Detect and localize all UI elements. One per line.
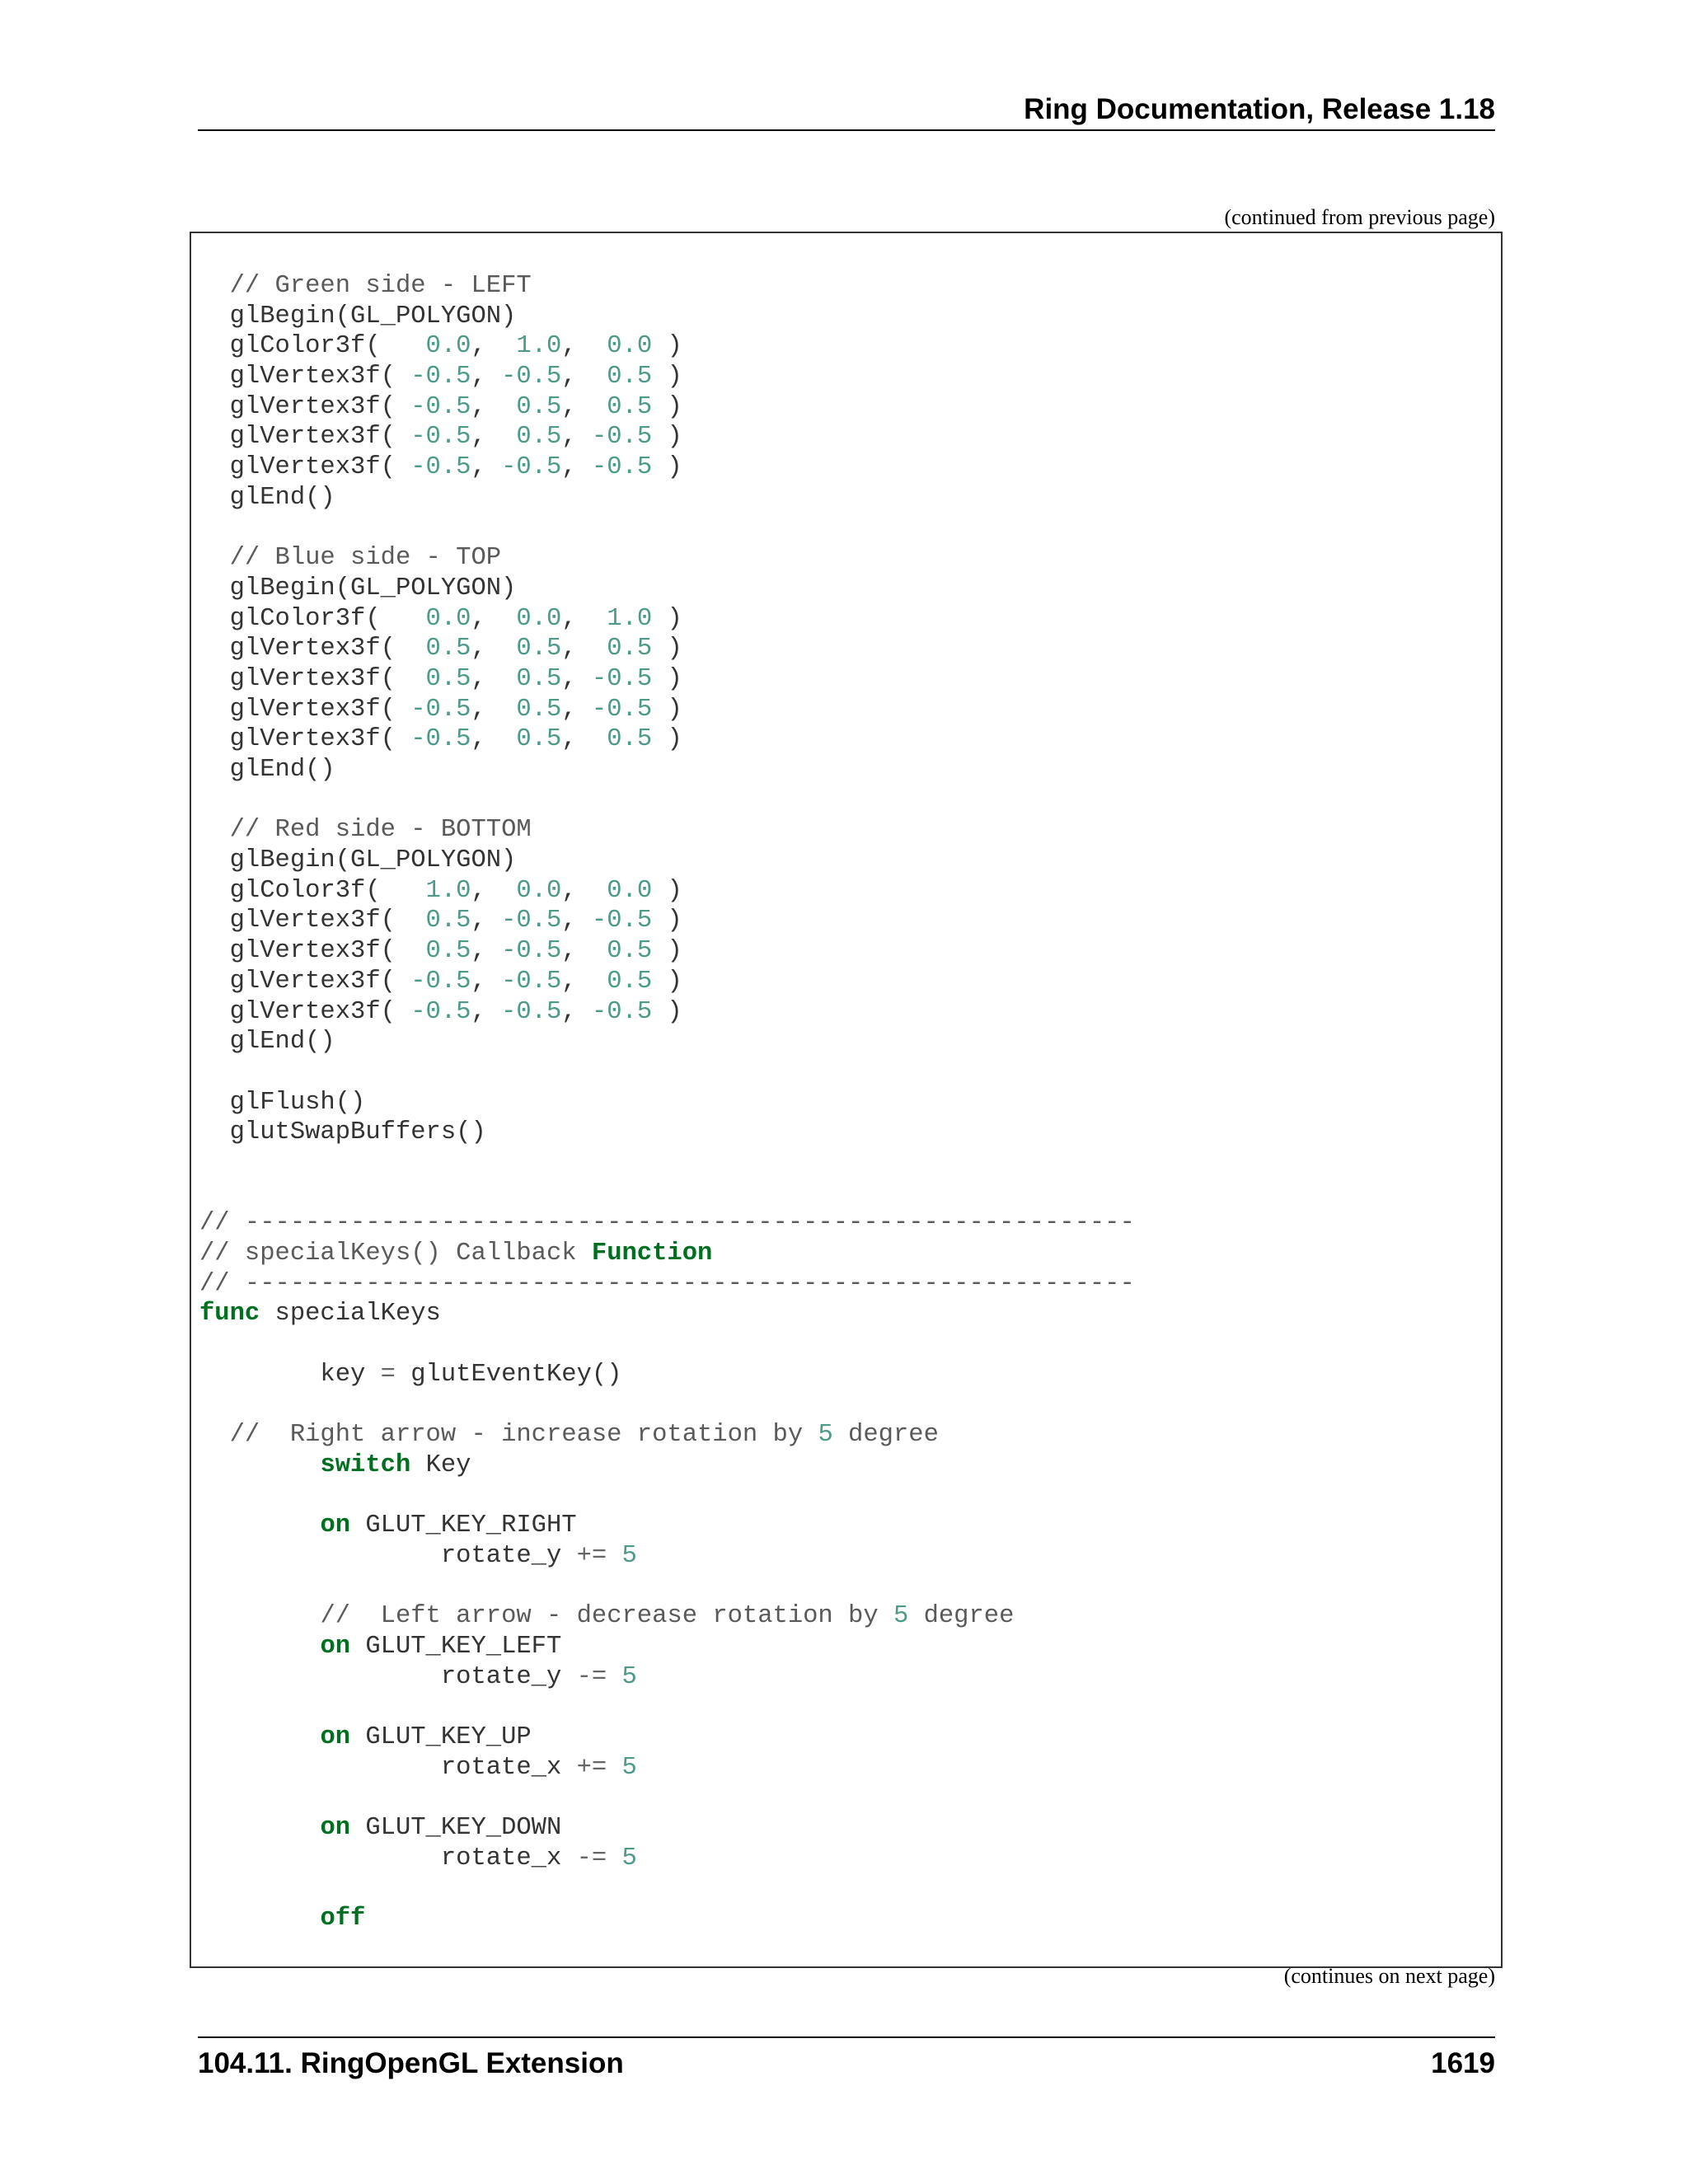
code-line <box>199 936 1135 967</box>
code-keyword: off <box>320 1905 366 1933</box>
code-line <box>199 815 1135 846</box>
code-text: , <box>471 604 517 633</box>
code-number: -0.5 <box>501 997 562 1026</box>
code-number: -0.5 <box>410 997 471 1026</box>
code-number: -0.5 <box>410 453 471 482</box>
code-operator: += <box>576 1541 607 1570</box>
code-text: glColor3f( <box>199 604 426 633</box>
code-text: GLUT_KEY_UP <box>350 1723 532 1751</box>
code-text: glEnd() <box>199 1028 335 1057</box>
code-text <box>199 1723 320 1751</box>
code-line <box>199 1360 1135 1390</box>
code-line <box>199 876 1135 907</box>
code-number: 0.5 <box>607 363 653 391</box>
code-text: , <box>561 937 607 966</box>
code-line <box>199 967 1135 997</box>
code-number: -0.5 <box>501 453 562 482</box>
page-header-title: Ring Documentation, Release 1.18 <box>1024 93 1495 125</box>
code-text: rotate_y <box>199 1662 577 1691</box>
code-text: , <box>471 725 517 754</box>
code-line <box>199 1208 1135 1239</box>
code-line <box>199 271 1135 302</box>
code-text: ) <box>652 604 682 633</box>
code-number: -0.5 <box>410 695 471 724</box>
code-text: glVertex3f( <box>199 907 426 935</box>
code-text: GLUT_KEY_RIGHT <box>350 1511 577 1540</box>
code-line <box>199 422 1135 452</box>
code-text: ) <box>652 907 682 935</box>
code-listing <box>199 271 1135 1934</box>
code-text: , <box>561 423 592 452</box>
code-text: glutSwapBuffers() <box>199 1118 486 1147</box>
code-line <box>199 1632 1135 1662</box>
code-line <box>199 1662 1135 1693</box>
code-text: rotate_x <box>199 1753 577 1782</box>
code-number: 5 <box>621 1541 637 1570</box>
code-text: , <box>561 332 607 361</box>
code-text: , <box>561 635 607 663</box>
code-line <box>199 785 1135 816</box>
code-text <box>607 1542 621 1570</box>
code-comment: degree <box>908 1602 1015 1631</box>
code-text: , <box>561 392 607 421</box>
code-number: 0.5 <box>516 392 562 421</box>
code-text: glVertex3f( <box>199 725 411 754</box>
code-text: glVertex3f( <box>199 363 411 391</box>
code-text: ) <box>652 363 682 391</box>
code-line <box>199 755 1135 785</box>
code-line <box>199 1451 1135 1481</box>
code-number: 0.5 <box>607 635 653 663</box>
code-operator: = <box>380 1360 396 1389</box>
code-text <box>199 816 230 844</box>
code-text <box>199 1905 320 1933</box>
code-text: , <box>561 725 607 754</box>
code-number: -0.5 <box>501 363 562 391</box>
code-number: 0.0 <box>425 604 471 633</box>
code-keyword: on <box>320 1632 351 1661</box>
code-text: , <box>561 907 592 935</box>
code-line <box>199 1329 1135 1360</box>
code-text: , <box>471 392 517 421</box>
code-text: , <box>561 967 607 996</box>
footer-divider <box>198 2036 1495 2038</box>
code-number: -0.5 <box>501 907 562 935</box>
code-line <box>199 604 1135 635</box>
code-text: glVertex3f( <box>199 392 411 421</box>
code-line <box>199 302 1135 332</box>
code-line <box>199 1753 1135 1783</box>
code-text <box>199 544 230 572</box>
code-number: 1.0 <box>425 876 471 905</box>
code-text: , <box>561 664 592 693</box>
code-number: 0.5 <box>516 725 562 754</box>
code-line <box>199 1904 1135 1934</box>
code-number: -0.5 <box>591 997 653 1026</box>
code-number: 0.5 <box>425 664 471 693</box>
code-text <box>607 1663 621 1691</box>
code-text: , <box>561 453 592 482</box>
code-line <box>199 1027 1135 1057</box>
code-text: glColor3f( <box>199 876 426 905</box>
code-comment: // Red side - BOTTOM <box>229 816 532 845</box>
code-number: 0.5 <box>425 907 471 935</box>
code-line <box>199 452 1135 483</box>
code-comment: // specialKeys() Callback <box>199 1240 592 1268</box>
code-text: , <box>471 937 502 966</box>
code-text: , <box>471 997 502 1026</box>
code-text: , <box>561 363 607 391</box>
code-line <box>199 846 1135 876</box>
code-number: -0.5 <box>410 725 471 754</box>
code-number: 0.0 <box>425 332 471 361</box>
code-text: , <box>561 997 592 1026</box>
code-line <box>199 574 1135 604</box>
code-text: ) <box>652 664 682 693</box>
code-line <box>199 1783 1135 1813</box>
code-number: -0.5 <box>410 363 471 391</box>
code-number: 0.5 <box>516 695 562 724</box>
code-number: -0.5 <box>410 423 471 452</box>
code-line <box>199 362 1135 392</box>
code-number: -0.5 <box>591 453 653 482</box>
code-line <box>199 1813 1135 1844</box>
code-text <box>199 1421 230 1449</box>
code-number: 0.5 <box>516 635 562 663</box>
code-comment: // Blue side - TOP <box>229 544 502 573</box>
code-text: , <box>471 363 502 391</box>
code-comment: // Right arrow - increase rotation by <box>229 1421 818 1450</box>
code-text: ) <box>652 423 682 452</box>
code-text: key <box>199 1360 381 1389</box>
code-line <box>199 1299 1135 1329</box>
code-number: 5 <box>621 1662 637 1691</box>
code-keyword: on <box>320 1814 351 1843</box>
code-comment: degree <box>832 1421 939 1450</box>
code-text: , <box>471 695 517 724</box>
code-text <box>199 272 230 300</box>
code-text <box>607 1844 621 1872</box>
code-text: glBegin(GL_POLYGON) <box>199 574 517 602</box>
code-text: ) <box>652 967 682 996</box>
code-text: glVertex3f( <box>199 967 411 996</box>
code-number: -0.5 <box>591 907 653 935</box>
code-text: , <box>561 695 592 724</box>
code-line <box>199 664 1135 695</box>
code-line <box>199 1148 1135 1179</box>
code-line <box>199 543 1135 574</box>
code-text: glVertex3f( <box>199 937 426 966</box>
code-line <box>199 1601 1135 1632</box>
code-number: 0.0 <box>516 876 562 905</box>
code-number: -0.5 <box>591 664 653 693</box>
code-operator: -= <box>576 1662 607 1691</box>
code-text: , <box>471 967 502 996</box>
code-text <box>199 1451 320 1479</box>
code-number: 0.0 <box>516 604 562 633</box>
code-number: 0.5 <box>607 937 653 966</box>
code-number: 0.0 <box>607 876 653 905</box>
code-line <box>199 1390 1135 1420</box>
continued-from-note: (continued from previous page) <box>1224 205 1495 229</box>
code-text: ) <box>652 876 682 905</box>
code-text <box>199 1814 320 1842</box>
code-number: 0.5 <box>516 664 562 693</box>
code-text: , <box>471 332 517 361</box>
code-text <box>607 1754 621 1782</box>
code-text: glBegin(GL_POLYGON) <box>199 302 517 330</box>
code-line <box>199 1541 1135 1572</box>
code-text: glVertex3f( <box>199 664 426 693</box>
code-text: glVertex3f( <box>199 695 411 724</box>
code-number: 1.0 <box>516 332 562 361</box>
code-comment: // ----------------------------------------------------------- <box>199 1269 1135 1298</box>
code-line <box>199 392 1135 423</box>
code-text: glVertex3f( <box>199 423 411 452</box>
code-text: glColor3f( <box>199 332 426 361</box>
continues-on-note: (continues on next page) <box>1283 1964 1495 1988</box>
code-keyword: func <box>199 1300 260 1329</box>
code-text: glVertex3f( <box>199 635 426 663</box>
code-text <box>199 1602 320 1630</box>
code-block <box>190 232 1503 1968</box>
code-line <box>199 1572 1135 1602</box>
code-text: Key <box>410 1451 471 1479</box>
code-text: , <box>561 604 607 633</box>
code-operator: += <box>576 1753 607 1782</box>
code-comment: // ----------------------------------------------------------- <box>199 1209 1135 1238</box>
code-text: , <box>471 876 517 905</box>
code-text: glEnd() <box>199 483 335 512</box>
code-number: 0.5 <box>425 937 471 966</box>
code-text: , <box>471 664 517 693</box>
code-text: , <box>471 423 517 452</box>
code-line <box>199 1269 1135 1300</box>
code-text: ) <box>652 392 682 421</box>
code-keyword: on <box>320 1511 351 1540</box>
code-number: 5 <box>621 1753 637 1782</box>
code-line <box>199 997 1135 1028</box>
code-line <box>199 695 1135 725</box>
code-text: , <box>471 635 517 663</box>
code-operator: -= <box>576 1844 607 1872</box>
code-line <box>199 1844 1135 1874</box>
code-line <box>199 513 1135 544</box>
code-line <box>199 724 1135 755</box>
code-text: ) <box>652 725 682 754</box>
code-line <box>199 1057 1135 1088</box>
code-number: 5 <box>893 1602 909 1631</box>
code-text: glFlush() <box>199 1088 366 1117</box>
code-text: ) <box>652 635 682 663</box>
code-line <box>199 1692 1135 1722</box>
code-comment: // Left arrow - decrease rotation by <box>320 1602 893 1631</box>
code-text: glVertex3f( <box>199 997 411 1026</box>
code-number: -0.5 <box>410 392 471 421</box>
code-comment: // Green side - LEFT <box>229 272 532 300</box>
code-line <box>199 1088 1135 1118</box>
code-text: ) <box>652 937 682 966</box>
code-text: glBegin(GL_POLYGON) <box>199 846 517 875</box>
code-keyword: Function <box>591 1240 713 1268</box>
code-line <box>199 1239 1135 1269</box>
code-text <box>199 1633 320 1661</box>
code-number: -0.5 <box>410 967 471 996</box>
code-text: GLUT_KEY_LEFT <box>350 1632 562 1661</box>
page-number: 1619 <box>1431 2047 1495 2079</box>
code-line <box>199 1118 1135 1148</box>
code-text: ) <box>652 997 682 1026</box>
code-number: 0.0 <box>607 332 653 361</box>
code-number: -0.5 <box>591 423 653 452</box>
code-text: specialKeys <box>260 1300 441 1329</box>
footer-section-title: 104.11. RingOpenGL Extension <box>198 2047 624 2079</box>
code-text: , <box>561 876 607 905</box>
code-line <box>199 1420 1135 1451</box>
code-text: rotate_x <box>199 1844 577 1872</box>
code-text: glVertex3f( <box>199 453 411 482</box>
code-line <box>199 483 1135 513</box>
code-keyword: switch <box>320 1451 411 1479</box>
header-divider <box>198 129 1495 131</box>
code-text: ) <box>652 453 682 482</box>
code-number: 5 <box>621 1844 637 1872</box>
code-number: 0.5 <box>607 392 653 421</box>
code-number: 1.0 <box>607 604 653 633</box>
code-number: 0.5 <box>607 967 653 996</box>
code-line <box>199 1511 1135 1541</box>
code-text: glutEventKey() <box>395 1360 622 1389</box>
code-number: 0.5 <box>516 423 562 452</box>
code-text: ) <box>652 695 682 724</box>
code-keyword: on <box>320 1723 351 1751</box>
code-line <box>199 1481 1135 1511</box>
code-line <box>199 906 1135 936</box>
code-number: -0.5 <box>501 967 562 996</box>
code-number: 5 <box>818 1421 833 1450</box>
code-text <box>199 1511 320 1540</box>
code-number: -0.5 <box>501 937 562 966</box>
code-text: GLUT_KEY_DOWN <box>350 1814 562 1843</box>
code-line <box>199 331 1135 362</box>
code-text: , <box>471 907 502 935</box>
code-line <box>199 634 1135 664</box>
code-line <box>199 1179 1135 1209</box>
code-text: ) <box>652 332 682 361</box>
code-text: rotate_y <box>199 1541 577 1570</box>
code-number: -0.5 <box>591 695 653 724</box>
code-number: 0.5 <box>607 725 653 754</box>
code-line <box>199 1722 1135 1753</box>
code-number: 0.5 <box>425 635 471 663</box>
code-text: glEnd() <box>199 756 335 784</box>
code-line <box>199 1873 1135 1904</box>
code-text: , <box>471 453 502 482</box>
